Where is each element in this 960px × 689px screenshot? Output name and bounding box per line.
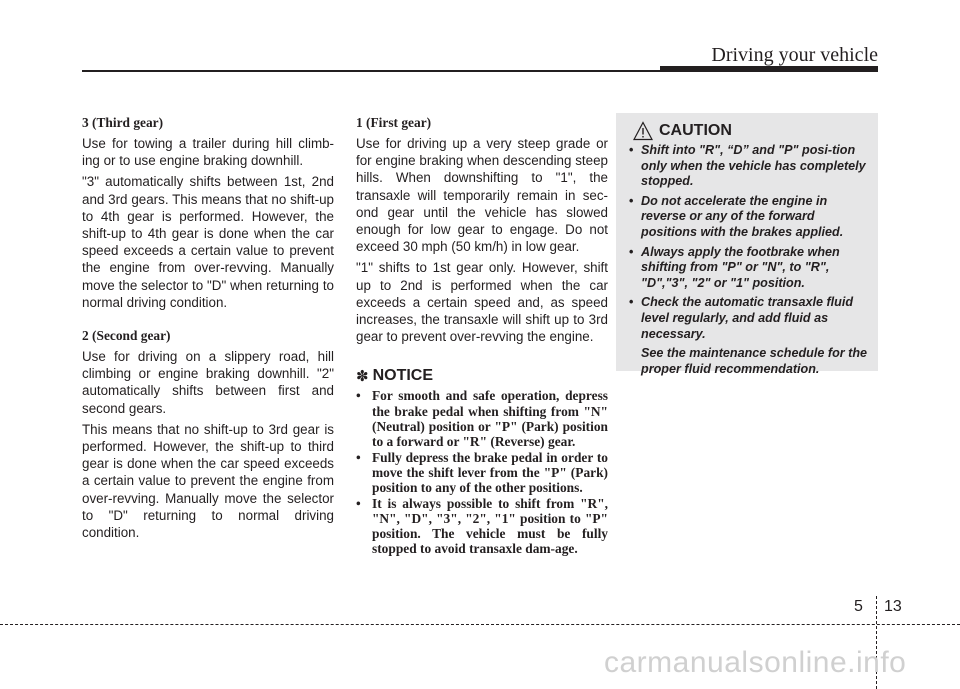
second-gear-heading: 2 (Second gear) xyxy=(82,328,171,344)
caution-item: • Do not accelerate the engine in reverse or any of the forward positions with the brakes applied. xyxy=(629,193,844,239)
column-middle xyxy=(356,114,608,557)
bullet-icon: • xyxy=(629,193,634,208)
third-gear-heading: 3 (Third gear) xyxy=(82,115,164,130)
second-gear-paragraph-2: This means that no shift-up to 3rd gear is performed. However, the shift-up to third gear is done when the car speed exceeds a certain value to prevent the engine from over-revving. Manually move the selector to "D" returning to normal driving condition. xyxy=(82,421,334,541)
bullet-icon: • xyxy=(356,388,361,404)
notice-list xyxy=(356,388,608,556)
asterisk-icon: ✽ xyxy=(356,368,369,386)
caution-note: See the maintenance schedule for the proper fluid recommendation. xyxy=(641,346,868,376)
header-rule xyxy=(82,70,660,72)
caution-item: • Always apply the footbrake when shifting from "P" or "N", to "R", "D","3", "2" or "1" position. xyxy=(629,244,840,290)
caution-item: • Shift into "R", “D” and "P" posi-tion only when the vehicle has completely stopped. xyxy=(629,143,866,189)
third-gear-paragraph-2: "3" automatically shifts between 1st, 2nd and 3rd gears. This means that no shift-up to 4th gear is performed. However, the shift-up to 4th gear is done when the car speed exceeds a certain value to prevent the engine from over-revving. Manually move the selector to "D" when returning to normal driving condition. xyxy=(82,174,334,310)
bullet-icon: • xyxy=(629,295,634,310)
bullet-icon: • xyxy=(629,244,634,259)
caution-list xyxy=(629,143,871,381)
header-bar xyxy=(660,66,878,72)
column-left xyxy=(82,114,334,545)
bullet-icon: • xyxy=(629,143,634,157)
caution-item: • Check the automatic transaxle fluid level regularly, and add fluid as necessary. See the maintenance schedule for the proper fluid recommendation. xyxy=(629,295,871,377)
warning-triangle-icon xyxy=(633,121,653,141)
first-gear-paragraph-1: Use for driving up a very steep grade or for engine braking when descending steep hills. When downshifting to "1", the transaxle will temporarily remain in sec-ond gear until the vehicle has slowed enough for low gear to engage. Do not exceed 30 mph (50 km/h) in low gear. xyxy=(356,136,608,255)
bullet-icon: • xyxy=(356,449,361,465)
notice-item: • It is always possible to shift from "R", "N", "D", "3", "2", "1" position to "P" position. The vehicle must be fully stopped to avoid transaxle dam-age. xyxy=(356,495,608,557)
notice-item: • For smooth and safe operation, depress the brake pedal when shifting from "N" (Neutral) position or "P" (Park) position to a forward or "R" (Reverse) gear. xyxy=(356,388,608,450)
caution-box xyxy=(616,113,878,376)
footer-rule xyxy=(0,624,960,625)
first-gear-paragraph-2: "1" shifts to 1st gear only. However, shift up to 2nd is performed when the car exceeds a certain speed and, as speed increases, the transaxle will shift up to 3rd gear to prevent over-revving the engine. xyxy=(356,260,608,345)
caution-title: CAUTION xyxy=(659,122,732,139)
notice-heading xyxy=(356,367,608,385)
second-gear-paragraph-1: Use for driving on a slippery road, hill climbing or engine braking downhill. "2" automatically shifts between first and second gears. xyxy=(82,349,334,416)
notice-title: NOTICE xyxy=(372,367,434,385)
watermark: carmanualsonline.info xyxy=(604,646,907,679)
page-number: 13 xyxy=(884,598,902,615)
chapter-number: 5 xyxy=(854,598,863,615)
section-title: Driving your vehicle xyxy=(711,44,878,66)
caution-heading xyxy=(633,121,732,141)
third-gear-paragraph-1: Use for towing a trailer during hill climb-ing or to use engine braking downhill. xyxy=(82,136,334,169)
first-gear-heading: 1 (First gear) xyxy=(356,115,432,130)
bullet-icon: • xyxy=(356,495,361,511)
notice-item: • Fully depress the brake pedal in order to move the shift lever from the "P" (Park) position to any of the other positions. xyxy=(356,449,608,496)
